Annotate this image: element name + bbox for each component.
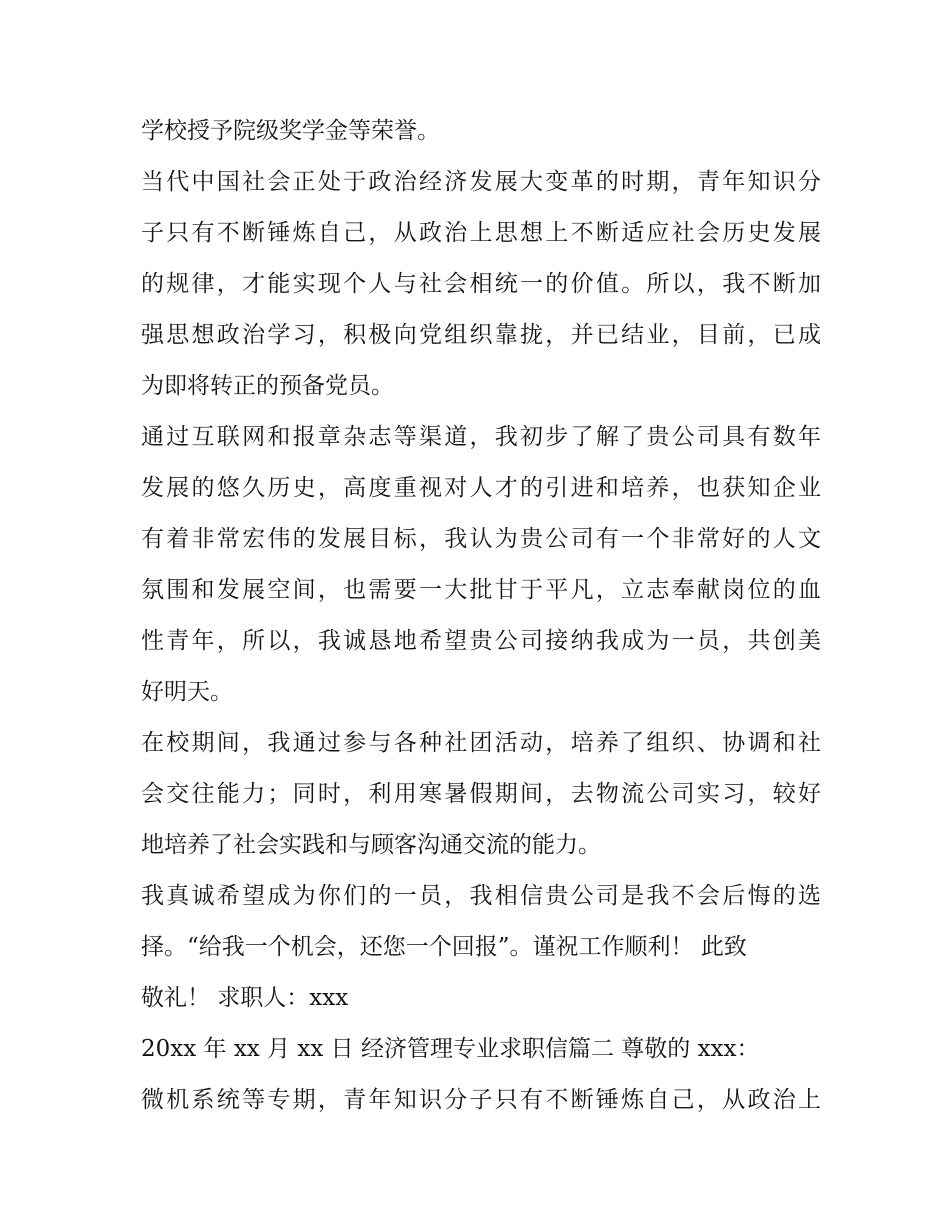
- text-line: 在校期间，我通过参与各种社团活动，培养了组织、协调和社: [141, 730, 821, 756]
- text-line: 择。“给我一个机会，还您一个回报”。谨祝工作顺利！ 此致: [141, 934, 747, 960]
- body-text: [141, 106, 821, 1126]
- text-line: 有着非常宏伟的发展目标，我认为贵公司有一个非常好的人文: [141, 526, 821, 552]
- text-line: 性青年，所以，我诚恳地希望贵公司接纳我成为一员，共创美: [141, 628, 821, 654]
- text-line: 发展的悠久历史，高度重视对人才的引进和培养，也获知企业: [141, 475, 821, 501]
- text-line: 通过互联网和报章杂志等渠道，我初步了解了贵公司具有数年: [141, 424, 821, 450]
- text-line: 的规律，才能实现个人与社会相统一的价值。所以，我不断加: [141, 271, 821, 297]
- text-line: 氛围和发展空间，也需要一大批甘于平凡，立志奉献岗位的血: [141, 577, 821, 603]
- text-line: 好明天。: [141, 679, 233, 705]
- text-line: 为即将转正的预备党员。: [141, 373, 394, 399]
- text-line: 敬礼！ 求职人：xxx: [141, 985, 349, 1011]
- text-line: 当代中国社会正处于政治经济发展大变革的时期，青年知识分: [141, 169, 821, 195]
- text-line: 子只有不断锤炼自己，从政治上思想上不断适应社会历史发展: [141, 220, 821, 246]
- text-line: 我真诚希望成为你们的一员，我相信贵公司是我不会后悔的选: [141, 883, 821, 909]
- text-line: 微机系统等专期，青年知识分子只有不断锤炼自己，从政治上: [141, 1087, 821, 1113]
- text-line: 20xx 年 xx 月 xx 日 经济管理专业求职信篇二 尊敬的 xxx：: [141, 1036, 760, 1062]
- text-line: 地培养了社会实践和与顾客沟通交流的能力。: [141, 832, 601, 858]
- text-line: 学校授予院级奖学金等荣誉。: [141, 118, 440, 144]
- text-line: 强思想政治学习，积极向党组织靠拢，并已结业，目前，已成: [141, 322, 821, 348]
- text-line: 会交往能力；同时，利用寒暑假期间，去物流公司实习，较好: [141, 781, 821, 807]
